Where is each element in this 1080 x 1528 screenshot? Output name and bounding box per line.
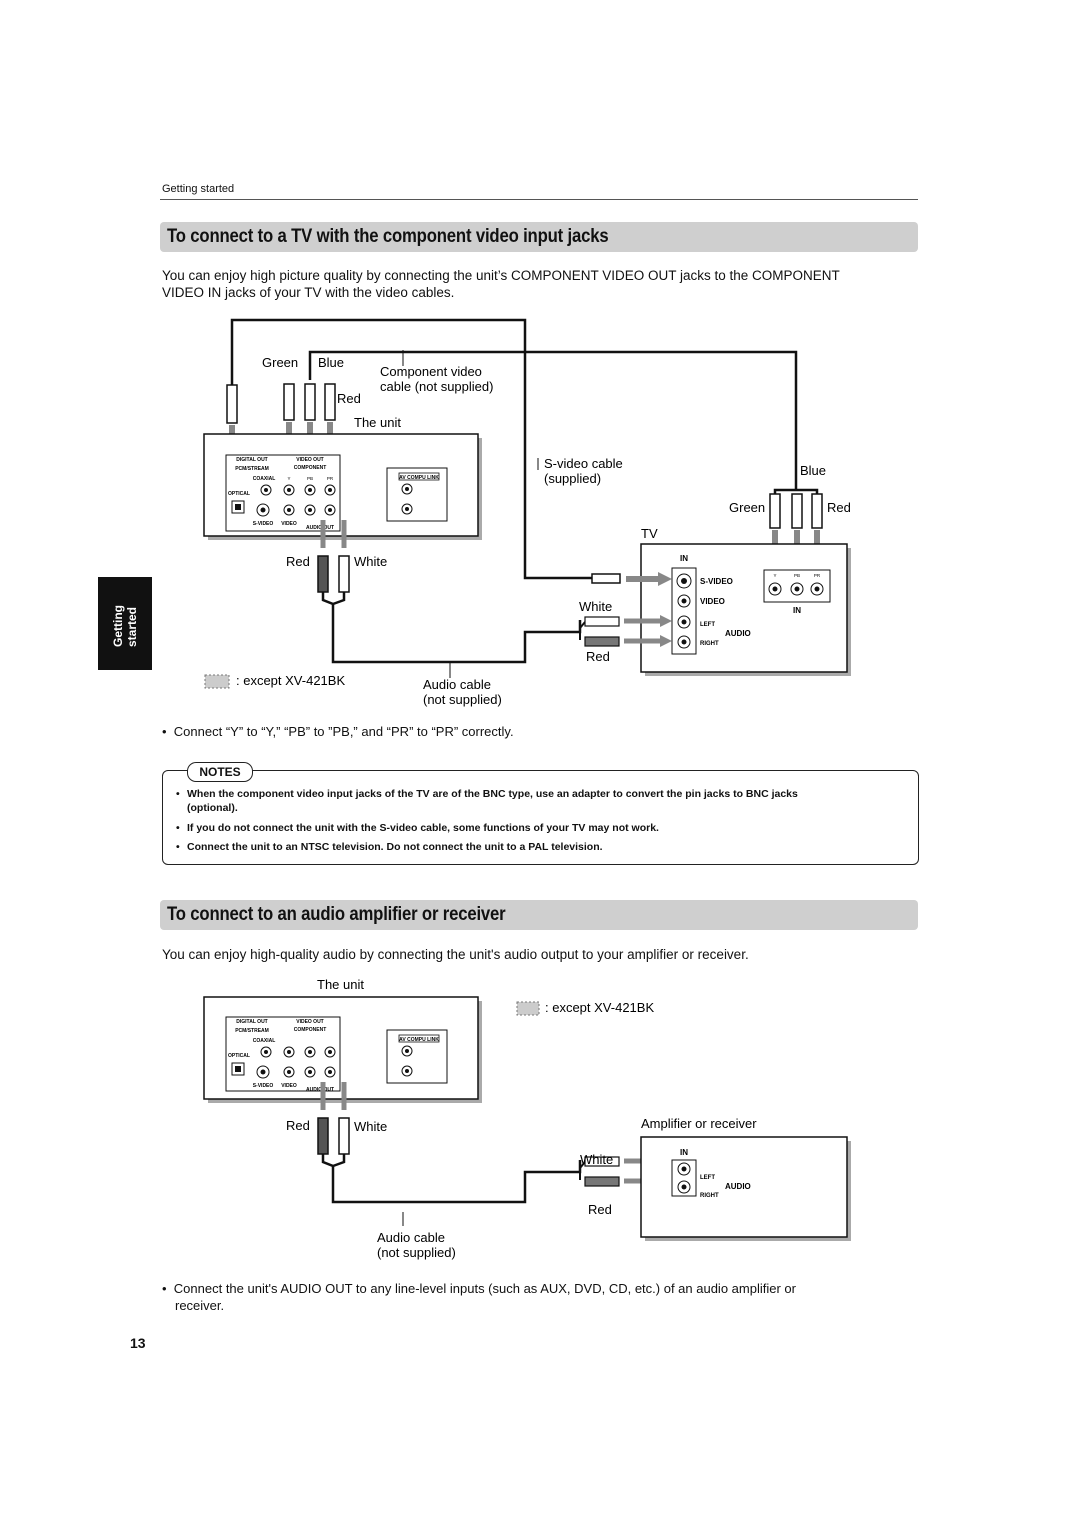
label-white-plug-2: White	[354, 1119, 388, 1134]
label-tv-green: Green	[729, 500, 766, 515]
connect-note-2: • Connect the unit's AUDIO OUT to any line-level inputs (such as AUX, DVD, CD, etc.) of an audio amplifier or	[162, 1281, 796, 1296]
svg-text:OPTICAL: OPTICAL	[228, 491, 250, 497]
section2-title: To connect to an audio amplifier or receiver	[167, 904, 506, 925]
label-tv: TV	[641, 526, 658, 541]
label-white-amp: White	[580, 1152, 614, 1167]
label-green: Green	[262, 355, 299, 370]
svg-text:DIGITAL OUT: DIGITAL OUT	[236, 1019, 268, 1025]
svg-text:PB: PB	[793, 573, 801, 578]
svg-text:RIGHT: RIGHT	[700, 1193, 719, 1199]
side-tab-line1: Getting	[111, 605, 125, 647]
connect-note-2-cont: receiver.	[175, 1298, 225, 1313]
label-tv-red: Red	[827, 500, 851, 515]
svg-text:S-VIDEO: S-VIDEO	[252, 521, 274, 527]
label-amp: Amplifier or receiver	[641, 1116, 757, 1131]
tv-panel	[641, 544, 851, 676]
svg-text:VIDEO: VIDEO	[281, 1083, 297, 1089]
svg-text:LEFT: LEFT	[700, 622, 715, 628]
label-tv-blue: Blue	[800, 463, 827, 478]
section1-intro-2: VIDEO IN jacks of your TV with the video cables.	[162, 285, 455, 300]
svg-text:VIDEO OUT: VIDEO OUT	[296, 457, 324, 463]
label-comp-cable-1: Component video	[380, 364, 482, 379]
svg-text:COAXIAL: COAXIAL	[252, 476, 276, 482]
svg-text:IN: IN	[680, 1148, 688, 1157]
component-plugs	[227, 384, 335, 423]
svg-text:RIGHT: RIGHT	[700, 641, 719, 647]
svg-text:AUDIO OUT: AUDIO OUT	[305, 1087, 335, 1093]
label-svideo-cable-1: S-video cable	[544, 456, 623, 471]
svg-text:PR: PR	[326, 476, 334, 481]
label-white-tv: White	[579, 599, 613, 614]
svg-text:DIGITAL OUT: DIGITAL OUT	[236, 457, 268, 463]
side-tab-line2: started	[125, 606, 139, 647]
svg-text:OPTICAL: OPTICAL	[228, 1053, 250, 1059]
svg-text:COMPONENT: COMPONENT	[293, 465, 327, 471]
svg-text:S-VIDEO: S-VIDEO	[700, 577, 733, 586]
svg-text:PCM/STREAM: PCM/STREAM	[235, 466, 269, 472]
svg-text:AV COMPU LINK: AV COMPU LINK	[399, 1037, 439, 1043]
running-header: Getting started	[162, 183, 235, 195]
svg-text:S-VIDEO: S-VIDEO	[252, 1083, 274, 1089]
svg-text:VIDEO: VIDEO	[700, 597, 725, 606]
legend-except-2: : except XV-421BK	[545, 1000, 655, 1015]
label-audio-cable-1: Audio cable	[423, 677, 491, 692]
svg-text:AUDIO OUT: AUDIO OUT	[305, 525, 335, 531]
label-audio-cable-2a: Audio cable	[377, 1230, 445, 1245]
svg-text:PR: PR	[813, 573, 821, 578]
svg-text:PB: PB	[306, 476, 314, 481]
section2-intro: You can enjoy high-quality audio by connecting the unit's audio output to your amplifier or receiver.	[162, 947, 749, 962]
connect-note-1: • Connect “Y” to “Y,” “PB” to ”PB,” and “PR” to “PR” correctly.	[162, 724, 514, 739]
label-white-plug: White	[354, 554, 388, 569]
label-red-tv: Red	[586, 649, 610, 664]
label-the-unit-2: The unit	[317, 977, 364, 992]
svg-text:Y: Y	[773, 573, 777, 578]
svg-text:IN: IN	[793, 606, 801, 615]
svg-text:COMPONENT: COMPONENT	[293, 1027, 327, 1033]
label-red: Red	[337, 391, 361, 406]
legend-except: : except XV-421BK	[236, 673, 346, 688]
svg-text:Y: Y	[287, 476, 291, 481]
section1-title: To connect to a TV with the component video input jacks	[167, 226, 609, 247]
svg-text:VIDEO OUT: VIDEO OUT	[296, 1019, 324, 1025]
amp-connection-diagram	[0, 970, 1080, 1270]
label-red-plug-2: Red	[286, 1118, 310, 1133]
tv-connection-diagram	[0, 0, 1080, 720]
svg-text:COAXIAL: COAXIAL	[252, 1038, 276, 1044]
label-the-unit: The unit	[354, 415, 401, 430]
label-red-plug: Red	[286, 554, 310, 569]
label-svideo-cable-2: (supplied)	[544, 471, 602, 486]
svg-text:PCM/STREAM: PCM/STREAM	[235, 1028, 269, 1034]
label-comp-cable-2: cable (not supplied)	[380, 379, 494, 394]
svg-text:AV COMPU LINK: AV COMPU LINK	[399, 475, 439, 481]
notes-label: NOTES	[187, 762, 253, 782]
label-red-amp: Red	[588, 1202, 612, 1217]
svg-text:LEFT: LEFT	[700, 1175, 715, 1181]
label-audio-cable-2: (not supplied)	[423, 692, 502, 707]
label-blue: Blue	[318, 355, 345, 370]
svg-text:AUDIO: AUDIO	[725, 1182, 751, 1191]
amp-panel	[641, 1137, 851, 1241]
svg-text:IN: IN	[680, 554, 688, 563]
svg-text:VIDEO: VIDEO	[281, 521, 297, 527]
section1-intro-1: You can enjoy high picture quality by connecting the unit’s COMPONENT VIDEO OUT jacks to the COMPONENT	[162, 268, 840, 283]
page-number: 13	[130, 1335, 146, 1351]
label-audio-cable-2b: (not supplied)	[377, 1245, 456, 1260]
svg-text:AUDIO: AUDIO	[725, 629, 751, 638]
